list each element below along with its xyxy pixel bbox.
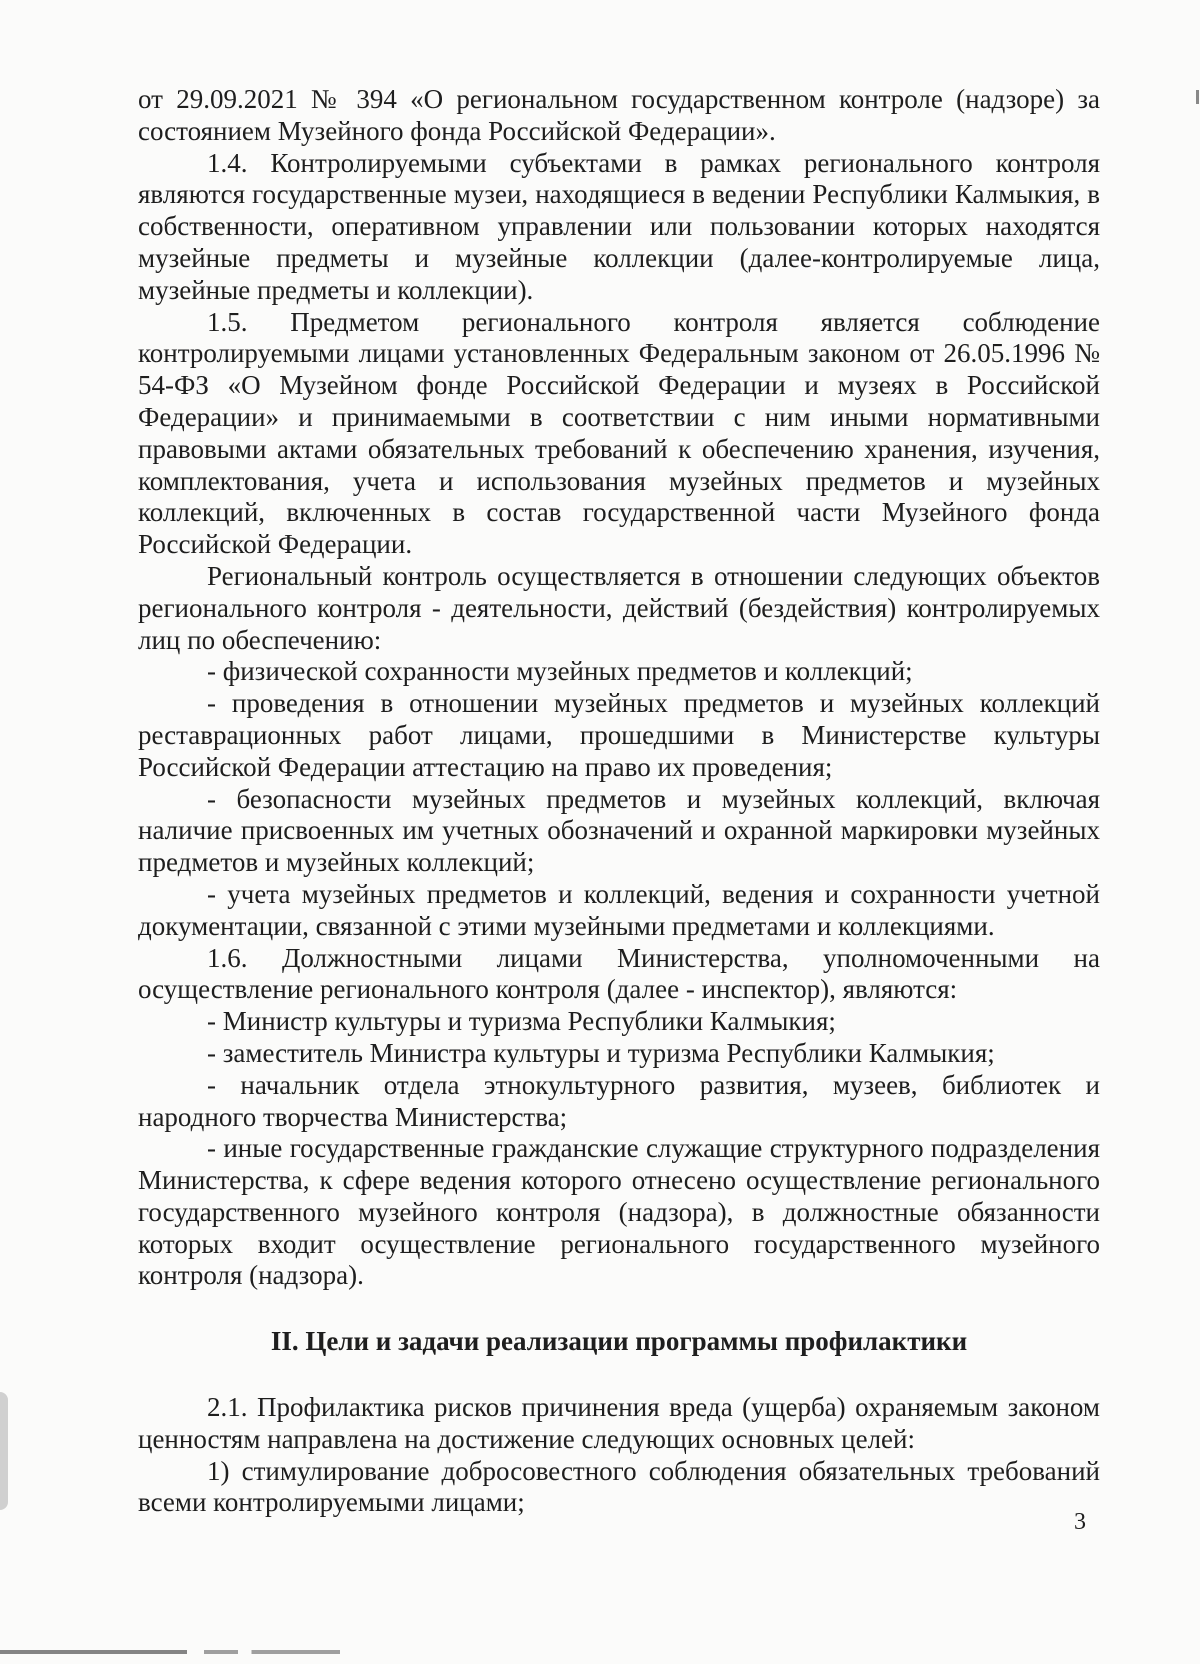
list-item: - физической сохранности музейных предметов и коллекций; [207, 656, 913, 687]
list-item: - иные государственные гражданские служащие структурного подразделения Министерства, к сфере ведения которого отнесено осуществление регионального государственного музейного контроля (надзора), в должностные обязанности которых входит осуществление регионального государственного музейного контроля (надзора). [138, 1133, 1100, 1291]
scan-edge-mark [0, 1650, 340, 1654]
list-item: - учета музейных предметов и коллекций, ведения и сохранности учетной документации, связанной с этими музейными предметами и коллекциями. [138, 878, 1100, 941]
paragraph-1-4: 1.4. Контролируемыми субъектами в рамках регионального контроля являются государственные музеи, находящиеся в ведении Республики Калмыкия, в собственности, оперативном управлении или пользовании которых находятся музейные предметы и музейные коллекции (далее-контролируемые лица, музейные предметы и коллекции). [138, 147, 1100, 305]
paragraph-regional-control: Региональный контроль осуществляется в отношении следующих объектов регионального контроля - деятельности, действий (бездействия) контролируемых лиц по обеспечению: [138, 560, 1100, 655]
list-item: - проведения в отношении музейных предметов и музейных коллекций реставрационных работ лицами, прошедшими в Министерстве культуры Российской Федерации аттестацию на право их проведения; [138, 688, 1100, 782]
document-body [138, 84, 1100, 1519]
scan-speck [1196, 90, 1199, 104]
list-item: - начальник отдела этнокультурного развития, музеев, библиотек и народного творчества Министерства; [138, 1069, 1100, 1132]
page-number: 3 [1074, 1509, 1086, 1535]
section-heading: II. Цели и задачи реализации программы профилактики [270, 1326, 968, 1357]
paragraph-1-6: 1.6. Должностными лицами Министерства, уполномоченными на осуществление регионального контроля (далее - инспектор), являются: [138, 942, 1100, 1005]
list-item: - Министр культуры и туризма Республики Калмыкия; [207, 1006, 836, 1037]
paragraph: от 29.09.2021 № 394 «О региональном государственном контроле (надзоре) за состоянием Музейного фонда Российской Федерации». [138, 84, 1100, 146]
scan-shadow [0, 1392, 8, 1510]
list-item: - заместитель Министра культуры и туризма Республики Калмыкия; [207, 1037, 995, 1068]
paragraph-2-1: 2.1. Профилактика рисков причинения вреда (ущерба) охраняемым законом ценностям направлена на достижение следующих основных целей: [138, 1392, 1100, 1454]
list-item: - безопасности музейных предметов и музейных коллекций, включая наличие присвоенных им учетных обозначений и охранной маркировки музейных предметов и музейных коллекций; [138, 783, 1100, 878]
list-item: 1) стимулирование добросовестного соблюдения обязательных требований всеми контролируемыми лицами; [138, 1455, 1100, 1518]
paragraph-1-5: 1.5. Предметом регионального контроля является соблюдение контролируемыми лицами установленных Федеральным законом от 26.05.1996 № 54-ФЗ «О Музейном фонде Российской Федерации и музеях в Российской Федерации» и принимаемыми в соответствии с ним иными нормативными правовыми актами обязательных требований к обеспечению хранения, изучения, комплектования, учета и использования музейных предметов и музейных коллекций, включенных в состав государственной части Музейного фонда Российской Федерации. [138, 306, 1100, 560]
